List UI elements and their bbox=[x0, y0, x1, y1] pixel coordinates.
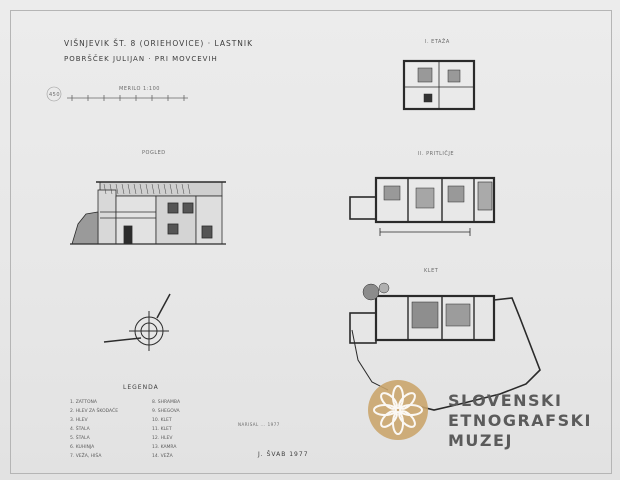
logo-line-3: MUZEJ bbox=[448, 431, 513, 450]
ground-floor-plan bbox=[350, 178, 494, 236]
upper-floor-label: I. ETAŽA bbox=[425, 39, 450, 45]
title-line-1: VIŠNJEVIK ŠT. 8 (ORIEHOVICE) · LASTNIK bbox=[64, 39, 254, 48]
cellar-label: KLET bbox=[424, 268, 439, 274]
legend-item: 4. ŠTALA bbox=[70, 427, 90, 432]
museum-logo-mark bbox=[368, 380, 428, 440]
legend-item: 9. SHEGOVA bbox=[152, 409, 180, 414]
legend-item: 13. KAMRA bbox=[152, 445, 177, 450]
stamp-circle bbox=[47, 87, 61, 101]
scale-bar bbox=[67, 95, 188, 101]
ground-floor-label: II. PRITLIČJE bbox=[418, 151, 455, 157]
legend-item: 14. VEŽA bbox=[152, 454, 173, 459]
scale-label: MERILO 1:100 bbox=[119, 86, 160, 92]
museum-logo-text bbox=[448, 391, 592, 451]
stamp-number: 450 bbox=[49, 92, 61, 98]
title-line-2: POBRŠČEK JULIJAN · PRI MOVCEVIH bbox=[64, 55, 218, 63]
legend-item: 1. ZATTONA bbox=[70, 400, 97, 405]
compass-rose bbox=[104, 294, 170, 351]
logo-line-1: SLOVENSKI bbox=[448, 391, 563, 410]
legend-item: 10. KLET bbox=[152, 418, 172, 423]
legend-item: 3. HLEV bbox=[70, 418, 88, 423]
legend-item: 7. VEŽA, HIŠA bbox=[70, 454, 102, 459]
legend-item: 11. KLET bbox=[152, 427, 172, 432]
front-view-label: POGLED bbox=[142, 150, 166, 156]
legend-item: 2. HLEV ZA ŠKODAČE bbox=[70, 409, 119, 414]
signature-date: J. ŠVAB 1977 bbox=[258, 451, 309, 458]
legend-item: 12. HLEV bbox=[152, 436, 173, 441]
legend-title: LEGENDA bbox=[123, 384, 159, 391]
logo-line-2: ETNOGRAFSKI bbox=[448, 411, 592, 430]
upper-floor-plan bbox=[404, 61, 474, 109]
legend-item: 6. KUHINJA bbox=[70, 445, 95, 450]
drawing-note: NARISAL ... 1977 bbox=[238, 422, 280, 427]
legend-item: 8. SHRAMBA bbox=[152, 400, 181, 405]
front-elevation bbox=[70, 182, 226, 244]
legend-item: 5. ŠTALA bbox=[70, 436, 90, 441]
